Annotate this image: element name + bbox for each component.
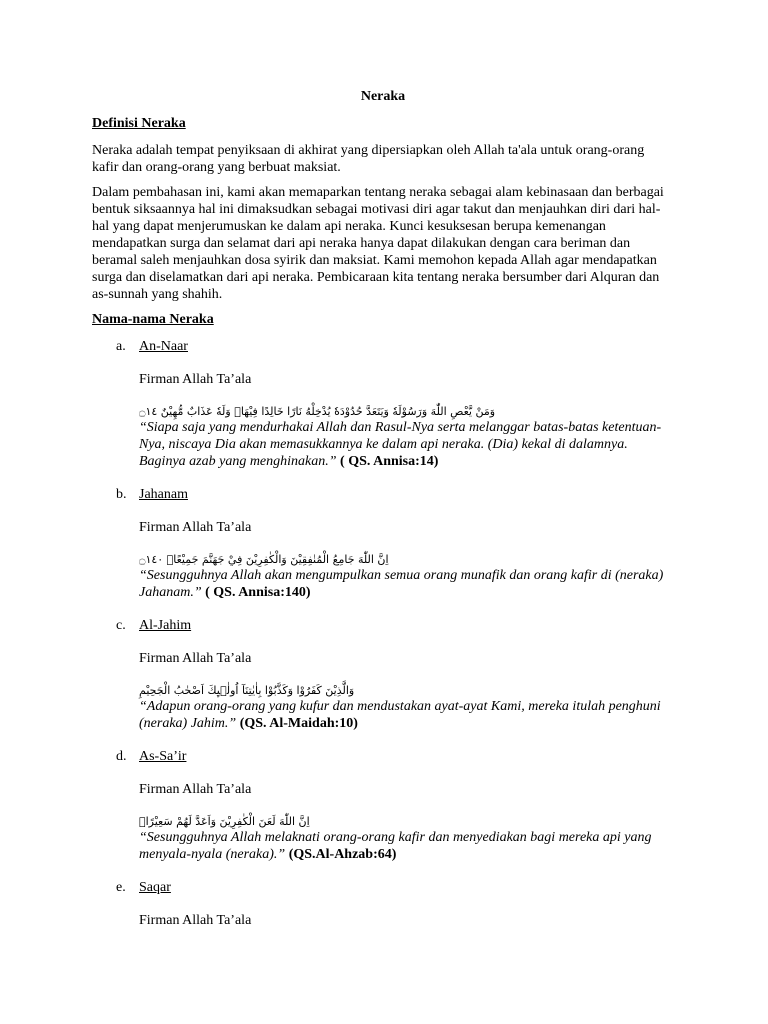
verse-translation — [139, 567, 670, 601]
definition-paragraph-1: Neraka adalah tempat penyiksaan di akhirat yang dipersiapkan oleh Allah ta'ala untuk orang-orang kafir dan orang-orang yang berbuat maksiat. — [92, 143, 645, 175]
definition-paragraph-2: Dalam pembahasan ini, kami akan memaparkan tentang neraka sebagai alam kebinasaan dan berbagai bentuk siksaannya hal ini dimaksudkan sebagai motivasi diri agar takut dan menjauhkan diri dari hal-hal yang dapat menjerumuskan ke dalam api neraka. Kunci kesuksesan berupa kemenangan mendapatkan surga dan selamat dari api neraka hanya dapat dilakukan dengan cara beriman dan beramal saleh menjauhkan dosa syirik dan maksiat. Kami memohon kepada Allah agar mendapatkan surga dan diselamatkan dari api neraka. Pembicaraan kita tentang neraka bersumber dari Alquran dan as-sunnah yang shahih. — [92, 185, 664, 302]
list-marker: b. — [116, 487, 127, 502]
list-marker: e. — [116, 880, 126, 895]
item-name: Saqar — [139, 880, 171, 895]
firman-label: Firman Allah Ta’ala — [139, 372, 252, 387]
list-item — [92, 486, 670, 601]
list-item — [92, 879, 670, 929]
firman-label: Firman Allah Ta’ala — [139, 913, 252, 928]
arabic-verse: اِنَّ اللّٰهَ لَعَنَ الْكٰفِرِيْنَ وَاَعَدَّ لَهُمْ سَعِيْرًاۙ — [139, 815, 310, 828]
list-marker: c. — [116, 618, 126, 633]
translation-text: “Sesungguhnya Allah melaknati orang-orang kafir dan menyediakan bagi mereka api yang menyala-nyala (neraka).” — [139, 830, 652, 862]
firman-label: Firman Allah Ta’ala — [139, 651, 252, 666]
arabic-verse: اِنَّ اللّٰهَ جَامِعُ الْمُنٰفِقِيْنَ وَالْكٰفِرِيْنَ فِيْ جَهَنَّمَ جَمِيْعًاۙ ۝١٤٠ — [139, 553, 389, 566]
list-marker: a. — [116, 339, 126, 354]
definition-heading: Definisi Neraka — [92, 116, 186, 131]
verse-reference: ( QS. Annisa:14) — [336, 454, 439, 469]
item-name: An-Naar — [139, 339, 188, 354]
verse-reference: ( QS. Annisa:140) — [201, 585, 311, 600]
translation-text: “Siapa saja yang mendurhakai Allah dan Rasul-Nya serta melanggar batas-batas ketentuan-Nya, niscaya Dia akan memasukkannya ke dalam api neraka. (Dia) kekal di dalamnya. Baginya azab yang menghinakan.” — [139, 420, 662, 469]
list-item — [92, 748, 670, 863]
document-page — [92, 88, 670, 945]
page-title: Neraka — [360, 89, 406, 104]
names-heading: Nama-nama Neraka — [92, 312, 214, 327]
verse-translation — [139, 829, 670, 863]
list-marker: d. — [116, 749, 127, 764]
translation-text: “Adapun orang-orang yang kufur dan mendustakan ayat-ayat Kami, mereka itulah penghuni (neraka) Jahim.” — [139, 699, 661, 731]
item-name: As-Sa’ir — [139, 749, 187, 764]
firman-label: Firman Allah Ta’ala — [139, 520, 252, 535]
item-name: Jahanam — [139, 487, 188, 502]
item-name: Al-Jahim — [139, 618, 192, 633]
translation-text: “Sesungguhnya Allah akan mengumpulkan semua orang munafik dan orang kafir di (neraka) Jahanam.” — [139, 568, 664, 600]
arabic-verse: وَالَّذِيْنَ كَفَرُوْا وَكَذَّبُوْا بِاٰيٰتِنَآ اُولٰۤىِٕكَ اَصْحٰبُ الْجَحِيْمِ — [139, 684, 355, 697]
names-list — [92, 338, 670, 929]
verse-reference: (QS. Al-Maidah:10) — [236, 716, 358, 731]
firman-label: Firman Allah Ta’ala — [139, 782, 252, 797]
list-item — [92, 338, 670, 470]
list-item — [92, 617, 670, 732]
verse-reference: (QS.Al-Ahzab:64) — [285, 847, 397, 862]
verse-translation — [139, 698, 670, 732]
verse-translation — [139, 419, 670, 470]
arabic-verse: وَمَنْ يَّعْصِ اللّٰهَ وَرَسُوْلَهٗ وَيَتَعَدَّ حُدُوْدَهٗ يُدْخِلْهُ نَارًا خَالِدًا فِيْهَاۖ وَلَهٗ عَذَابٌ مُّهِيْنٌ ۝١٤ — [139, 405, 496, 418]
